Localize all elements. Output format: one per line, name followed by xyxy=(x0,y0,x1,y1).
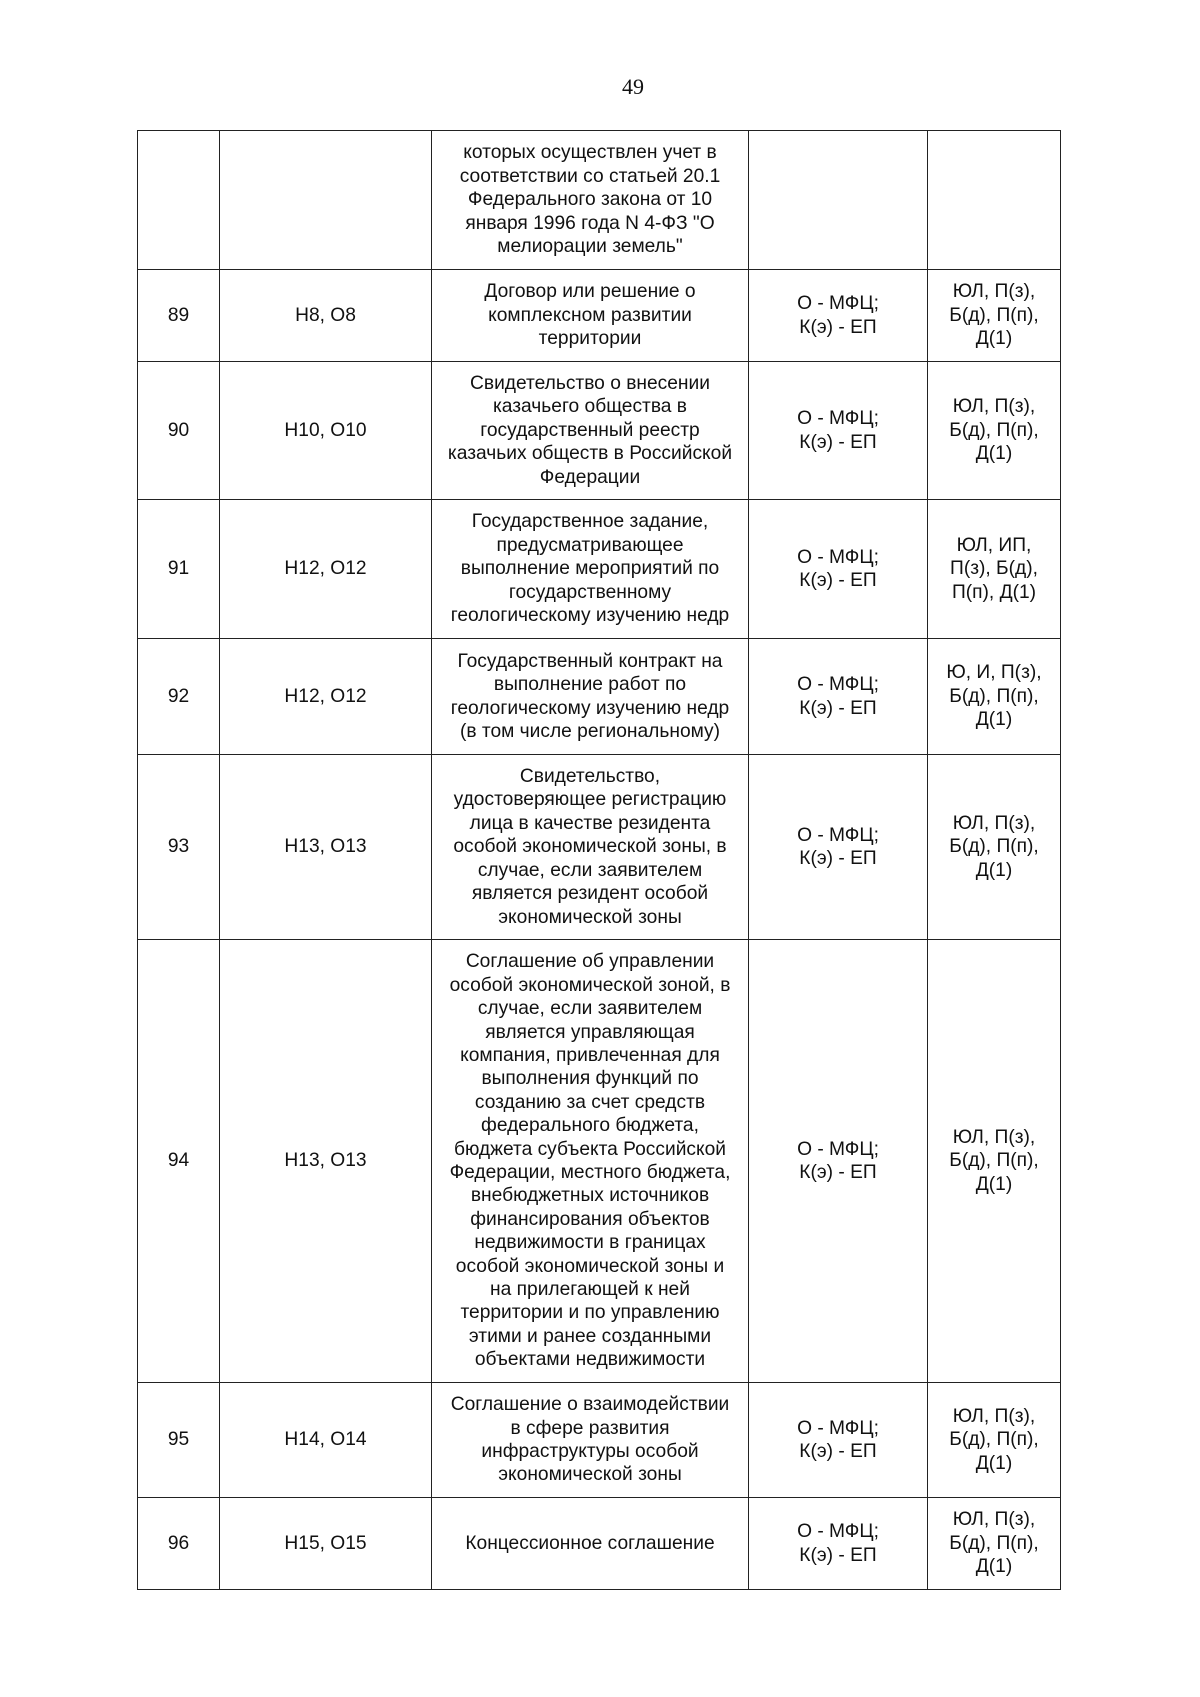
row-method-cell: О - МФЦ; К(э) - ЕП xyxy=(749,755,928,940)
row-document-cell: Свидетельство о внесении казачьего общества в государственный реестр казачьих обществ в Российской Федерации xyxy=(432,362,749,500)
table-row xyxy=(138,639,1061,755)
page-number: 49 xyxy=(622,74,644,99)
row-codes-cell: Н10, О10 xyxy=(220,362,432,500)
row-applicants-cell: ЮЛ, П(з), Б(д), П(п), Д(1) xyxy=(928,1383,1061,1498)
row-number-cell: 89 xyxy=(138,270,220,362)
table-row xyxy=(138,940,1061,1383)
row-method-cell: О - МФЦ; К(э) - ЕП xyxy=(749,362,928,500)
row-codes-cell xyxy=(220,131,432,270)
table-row xyxy=(138,131,1061,270)
row-number-cell: 93 xyxy=(138,755,220,940)
row-document-cell: Государственное задание, предусматривающее выполнение мероприятий по государственному геологическому изучению недр xyxy=(432,500,749,639)
row-number-cell: 96 xyxy=(138,1498,220,1590)
row-codes-cell: Н13, О13 xyxy=(220,755,432,940)
row-number-cell: 90 xyxy=(138,362,220,500)
row-applicants-cell: ЮЛ, П(з), Б(д), П(п), Д(1) xyxy=(928,362,1061,500)
documents-table xyxy=(137,130,1061,1590)
row-method-cell: О - МФЦ; К(э) - ЕП xyxy=(749,639,928,755)
row-number-cell xyxy=(138,131,220,270)
row-number-cell: 95 xyxy=(138,1383,220,1498)
row-method-cell: О - МФЦ; К(э) - ЕП xyxy=(749,1383,928,1498)
row-method-cell: О - МФЦ; К(э) - ЕП xyxy=(749,1498,928,1590)
row-codes-cell: Н15, О15 xyxy=(220,1498,432,1590)
row-method-cell: О - МФЦ; К(э) - ЕП xyxy=(749,940,928,1383)
row-method-cell: О - МФЦ; К(э) - ЕП xyxy=(749,270,928,362)
table-row xyxy=(138,755,1061,940)
row-codes-cell: Н12, О12 xyxy=(220,500,432,639)
row-applicants-cell: ЮЛ, П(з), Б(д), П(п), Д(1) xyxy=(928,1498,1061,1590)
row-applicants-cell: ЮЛ, ИП, П(з), Б(д), П(п), Д(1) xyxy=(928,500,1061,639)
row-document-cell: которых осуществлен учет в соответствии со статьей 20.1 Федерального закона от 10 января 1996 года N 4-ФЗ "О мелиорации земель" xyxy=(432,131,749,270)
row-applicants-cell: Ю, И, П(з), Б(д), П(п), Д(1) xyxy=(928,639,1061,755)
row-codes-cell: Н8, О8 xyxy=(220,270,432,362)
row-applicants-cell: ЮЛ, П(з), Б(д), П(п), Д(1) xyxy=(928,270,1061,362)
row-number-cell: 94 xyxy=(138,940,220,1383)
table-row xyxy=(138,1498,1061,1590)
row-document-cell: Государственный контракт на выполнение работ по геологическому изучению недр (в том числе региональному) xyxy=(432,639,749,755)
table-row xyxy=(138,1383,1061,1498)
row-document-cell: Соглашение о взаимодействии в сфере развития инфраструктуры особой экономической зоны xyxy=(432,1383,749,1498)
row-method-cell xyxy=(749,131,928,270)
row-number-cell: 92 xyxy=(138,639,220,755)
row-document-cell: Договор или решение о комплексном развитии территории xyxy=(432,270,749,362)
row-document-cell: Свидетельство, удостоверяющее регистрацию лица в качестве резидента особой экономической зоны, в случае, если заявителем является резидент особой экономической зоны xyxy=(432,755,749,940)
row-applicants-cell: ЮЛ, П(з), Б(д), П(п), Д(1) xyxy=(928,755,1061,940)
table-row xyxy=(138,362,1061,500)
row-applicants-cell xyxy=(928,131,1061,270)
row-codes-cell: Н13, О13 xyxy=(220,940,432,1383)
row-applicants-cell: ЮЛ, П(з), Б(д), П(п), Д(1) xyxy=(928,940,1061,1383)
table-row xyxy=(138,500,1061,639)
row-method-cell: О - МФЦ; К(э) - ЕП xyxy=(749,500,928,639)
row-number-cell: 91 xyxy=(138,500,220,639)
row-document-cell: Концессионное соглашение xyxy=(432,1498,749,1590)
table-row xyxy=(138,270,1061,362)
row-codes-cell: Н14, О14 xyxy=(220,1383,432,1498)
row-codes-cell: Н12, О12 xyxy=(220,639,432,755)
row-document-cell: Соглашение об управлении особой экономической зоной, в случае, если заявителем является управляющая компания, привлеченная для выполнения функций по созданию за счет средств федерального бюджета, бюджета субъекта Российской Федерации, местного бюджета, внебюджетных источников финансирования объектов недвижимости в границах особой экономической зоны и на прилегающей к ней территории и по управлению этими и ранее созданными объектами недвижимости xyxy=(432,940,749,1383)
